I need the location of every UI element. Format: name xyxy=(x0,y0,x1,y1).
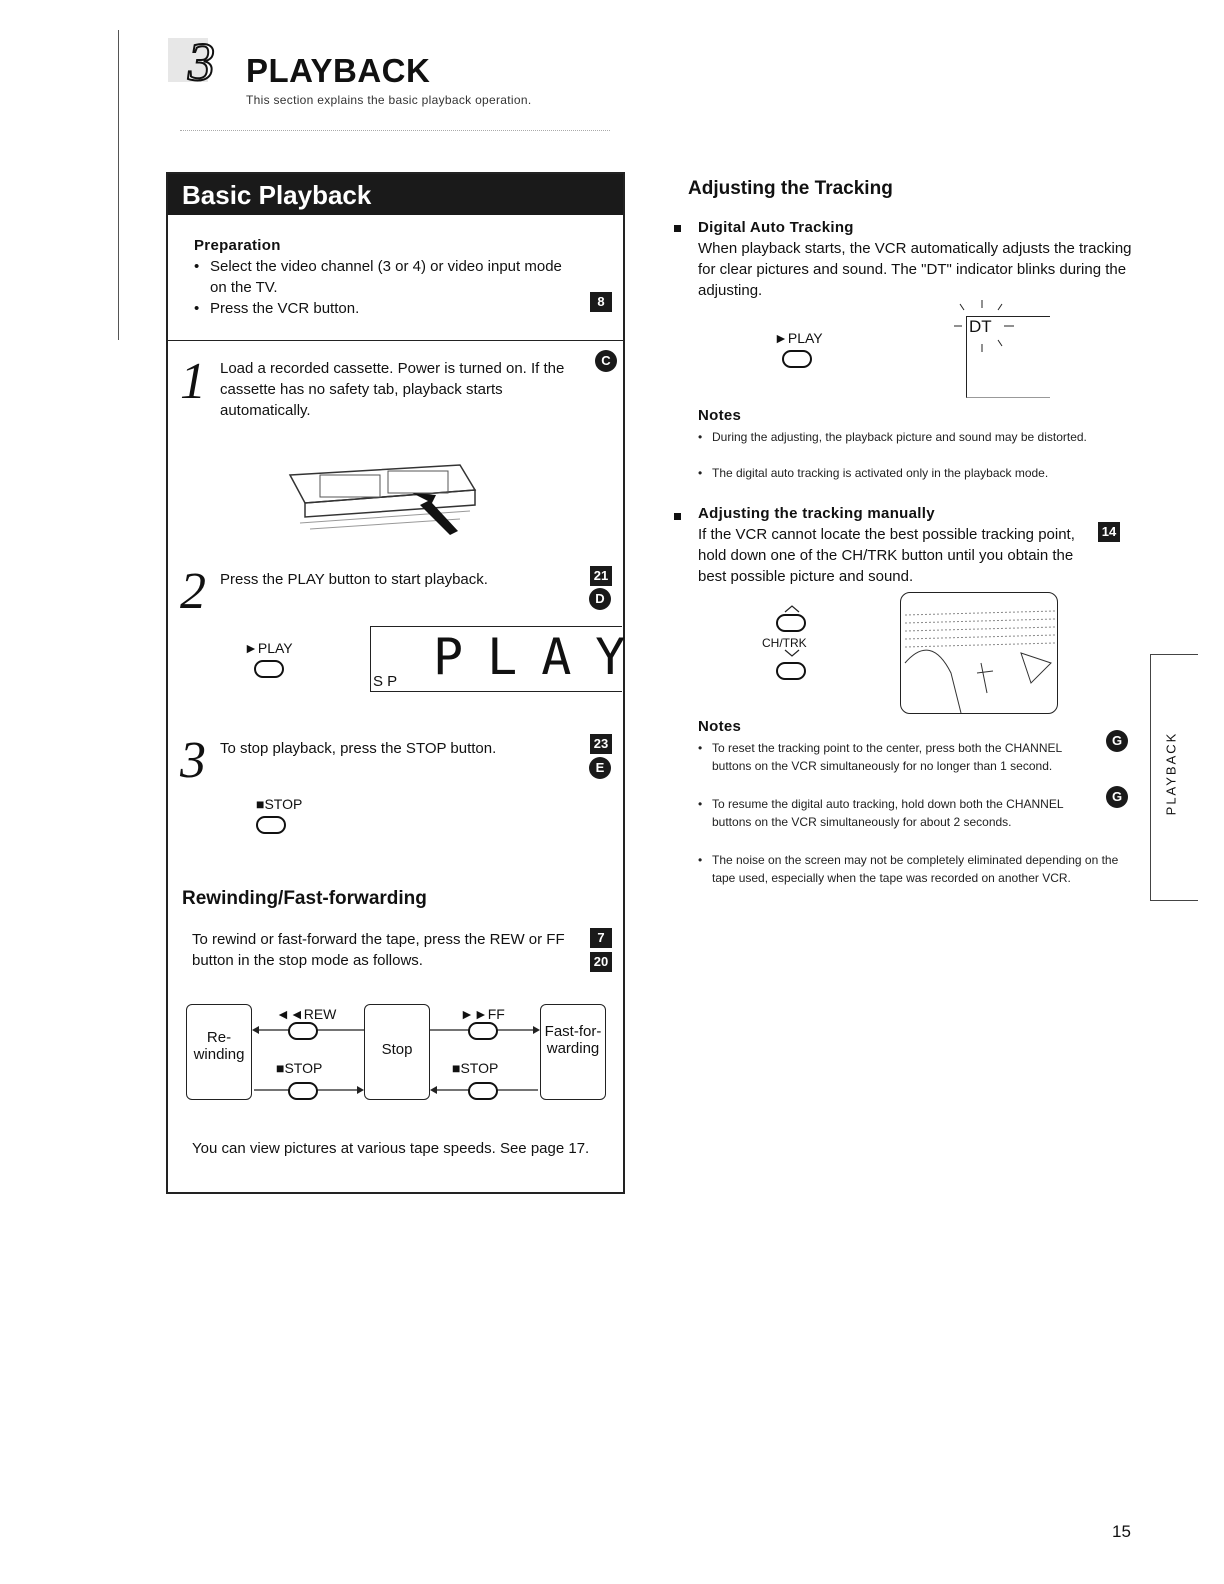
chevron-down-icon xyxy=(782,648,802,658)
page-title: PLAYBACK xyxy=(246,52,431,89)
step-number: 2 xyxy=(180,563,206,620)
stop-button[interactable] xyxy=(288,1082,318,1100)
margin-line xyxy=(118,30,119,340)
chapter-number-icon xyxy=(166,28,228,88)
stop-button-label: ■STOP xyxy=(452,1060,499,1076)
preparation-bullet: • Press the VCR button. xyxy=(194,300,360,317)
ff-button[interactable] xyxy=(468,1022,498,1040)
square-bullet xyxy=(674,513,681,520)
page-ref-badge: 8 xyxy=(590,292,612,312)
stop-button-label: ■STOP xyxy=(256,796,303,812)
step-number: 3 xyxy=(180,732,206,789)
note-item: • During the adjusting, the playback picture and sound may be distorted. xyxy=(698,430,1087,444)
step-text: Load a recorded cassette. Power is turned on. If the cassette has no safety tab, playback starts automatically. xyxy=(220,360,565,419)
rewinding-text: To rewind or fast-forward the tape, press the REW or FF button in the stop mode as follows. xyxy=(192,931,565,969)
button-ref-badge: C xyxy=(595,350,617,372)
fast-forwarding-state-box: Fast-for-warding xyxy=(540,1004,606,1100)
cassette-illustration xyxy=(280,445,490,540)
section-banner-title: Basic Playback xyxy=(182,180,372,210)
page-ref-badge: 14 xyxy=(1098,522,1120,542)
rew-button[interactable] xyxy=(288,1022,318,1040)
step-text: Press the PLAY button to start playback. xyxy=(220,571,488,588)
chevron-up-icon xyxy=(782,604,802,614)
button-ref-badge: G xyxy=(1106,786,1128,808)
preparation-title: Preparation xyxy=(194,237,281,254)
square-bullet xyxy=(674,225,681,232)
side-tab-border xyxy=(1150,654,1198,655)
stop-button[interactable] xyxy=(468,1082,498,1100)
rewinding-state-box: Re-winding xyxy=(186,1004,252,1100)
side-tab-border xyxy=(1150,654,1151,900)
button-ref-badge: D xyxy=(589,588,611,610)
stop-state-box: Stop xyxy=(364,1004,430,1100)
step-number: 1 xyxy=(180,353,206,410)
page-ref-badge: 21 xyxy=(590,566,612,586)
vcr-display xyxy=(370,626,650,692)
note-item: • The noise on the screen may not be completely eliminated depending on the tape used, especially when the tape was recorded on another VCR. xyxy=(698,853,1119,885)
rew-button-label: ◄◄REW xyxy=(276,1006,337,1022)
play-button[interactable] xyxy=(254,660,284,678)
page-ref-badge: 20 xyxy=(590,952,612,972)
side-tab-border xyxy=(1150,900,1198,901)
tape-speed-note: You can view pictures at various tape speeds. See page 17. xyxy=(192,1140,590,1157)
display-text: PLAY xyxy=(433,628,650,686)
manual-tracking-text: If the VCR cannot locate the best possible tracking point, hold down one of the CH/TRK button until you obtain the best possible picture and sound. xyxy=(698,526,1075,585)
stop-button-label: ■STOP xyxy=(276,1060,323,1076)
blink-rays-icon xyxy=(944,296,1024,356)
tv-screen-illustration xyxy=(900,592,1058,714)
rewinding-heading: Rewinding/Fast-forwarding xyxy=(182,888,427,909)
notes-title: Notes xyxy=(698,407,742,424)
dt-indicator: DT xyxy=(969,317,992,336)
side-tab-label: PLAYBACK xyxy=(1163,731,1179,816)
note-item: • The digital auto tracking is activated only in the playback mode. xyxy=(698,466,1049,480)
play-button[interactable] xyxy=(782,350,812,368)
page-ref-badge: 23 xyxy=(590,734,612,754)
divider xyxy=(180,130,610,131)
channel-up-button[interactable] xyxy=(776,614,806,632)
step-text: To stop playback, press the STOP button. xyxy=(220,740,497,757)
note-item: • To reset the tracking point to the center, press both the CHANNEL buttons on the VCR simultaneously for no longer than 1 second. xyxy=(698,741,1062,773)
stop-button[interactable] xyxy=(256,816,286,834)
digital-auto-tracking-title: Digital Auto Tracking xyxy=(698,219,854,236)
play-button-label: ►PLAY xyxy=(774,330,823,346)
page-number: 15 xyxy=(1112,1522,1131,1541)
play-button-label: ►PLAY xyxy=(244,640,293,656)
channel-down-button[interactable] xyxy=(776,662,806,680)
manual-tracking-title: Adjusting the tracking manually xyxy=(698,505,935,522)
button-ref-badge: G xyxy=(1106,730,1128,752)
tracking-heading: Adjusting the Tracking xyxy=(688,178,893,199)
notes-title: Notes xyxy=(698,718,742,735)
digital-auto-tracking-text: When playback starts, the VCR automatically adjusts the tracking for clear pictures and sound. The "DT" indicator blinks during the adjusting. xyxy=(698,240,1132,299)
preparation-bullet: • Select the video channel (3 or 4) or video input mode on the TV. xyxy=(194,258,562,296)
divider xyxy=(168,340,623,341)
ff-button-label: ►►FF xyxy=(460,1006,505,1022)
chapter-number: 3 xyxy=(188,32,215,88)
page-subtitle: This section explains the basic playback operation. xyxy=(246,93,532,107)
note-item: • To resume the digital auto tracking, hold down both the CHANNEL buttons on the VCR simultaneously for about 2 seconds. xyxy=(698,797,1064,829)
button-ref-badge: E xyxy=(589,757,611,779)
page-ref-badge: 7 xyxy=(590,928,612,948)
ch-trk-label: CH/TRK xyxy=(762,636,807,650)
display-speed: S P xyxy=(373,673,398,690)
